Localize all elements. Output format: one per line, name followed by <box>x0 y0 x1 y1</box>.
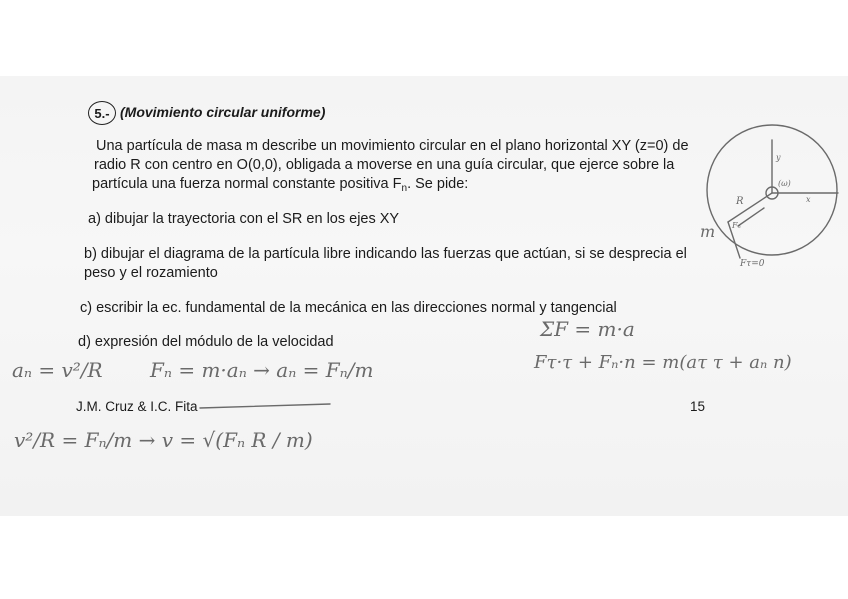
footer-authors: J.M. Cruz & I.C. Fita <box>76 399 198 414</box>
handwritten-eq-newton: ΣF = m·a <box>540 317 635 341</box>
normal-force-arrow <box>738 208 764 226</box>
sketch-tangential-force-label: Fτ=0 <box>740 259 765 269</box>
trajectory-sketch <box>700 125 838 269</box>
sketch-normal-force-label: Fₙ <box>732 221 741 230</box>
item-b-line-1: b) dibujar el diagrama de la partícula libre indicando las fuerzas que actúan, si se desprecia el <box>84 246 687 262</box>
sketch-center-label: (ω) <box>778 179 791 188</box>
statement-line-1: Una partícula de masa m describe un movimiento circular en el plano horizontal XY (z=0) de <box>96 138 689 154</box>
item-c: c) escribir la ec. fundamental de la mecánica en las direcciones normal y tangencial <box>80 300 617 316</box>
page-number: 15 <box>690 399 706 414</box>
statement-line-2: radio R con centro en O(0,0), obligada a moverse en una guía circular, que ejerce sobre la <box>94 157 675 173</box>
item-a: a) dibujar la trayectoria con el SR en los ejes XY <box>88 211 400 227</box>
item-b-line-2: peso y el rozamiento <box>84 265 218 281</box>
problem-title: (Movimiento circular uniforme) <box>120 104 326 120</box>
handwritten-eq-centripetal: aₙ = v²/R <box>12 358 103 382</box>
statement-line-3-text: partícula una fuerza normal constante positiva F <box>92 176 402 192</box>
item-d: d) expresión del módulo de la velocidad <box>78 334 334 350</box>
handwritten-eq-normal-force: Fₙ = m·aₙ → aₙ = Fₙ/m <box>150 358 374 382</box>
problem-number-badge: 5.- <box>88 101 116 125</box>
force-subscript: n <box>401 183 408 194</box>
handwritten-eq-velocity: v²/R = Fₙ/m → v = √(Fₙ R / m) <box>14 428 313 452</box>
sketch-radius-label: R <box>736 196 744 207</box>
pen-stroke <box>200 404 330 408</box>
sketch-x-label: x <box>806 195 811 204</box>
sketch-y-label: y <box>776 153 781 162</box>
handwritten-eq-components: Fτ·τ + Fₙ·n = m(aτ τ + aₙ n) <box>534 352 792 373</box>
sketch-mass-label: m <box>700 222 716 241</box>
statement-line-3-end: . Se pide: <box>407 176 469 192</box>
